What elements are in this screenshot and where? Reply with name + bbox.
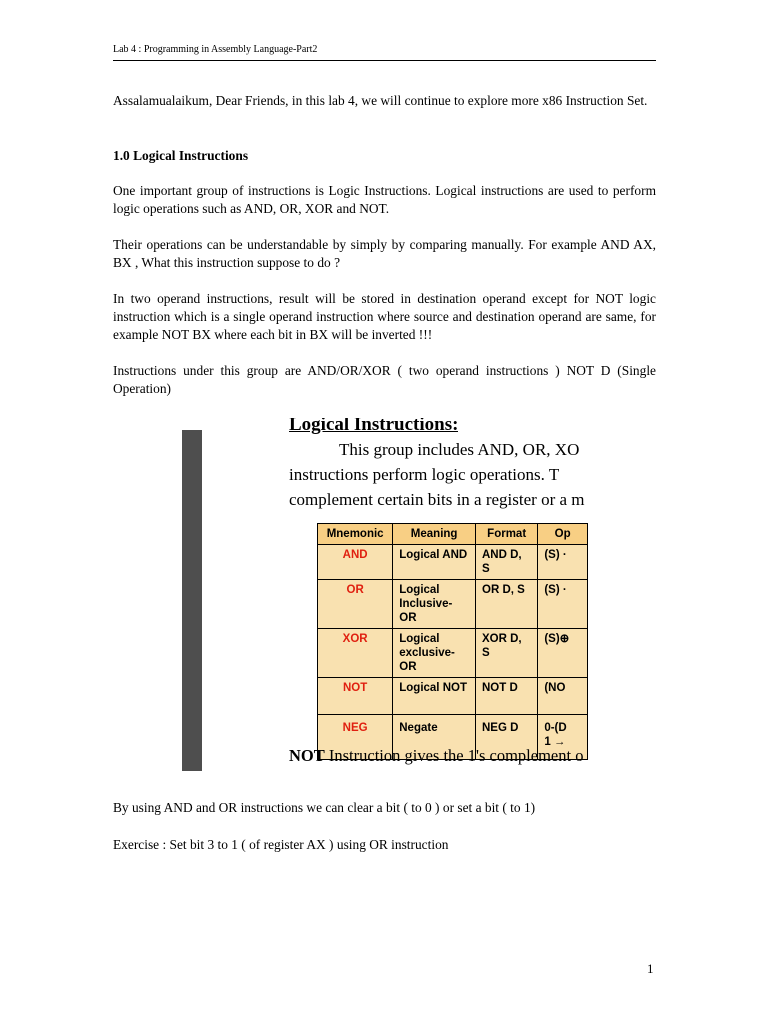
slide-bottom-text: [289, 746, 583, 766]
slide-title: Logical Instructions:: [289, 418, 459, 435]
slide-bottom-rest: Instruction gives the 1's complement o: [324, 746, 584, 765]
paragraph-1: One important group of instructions is Logic Instructions. Logical instructions are used to perform logic operations such as AND, OR, XOR and NOT.: [113, 183, 656, 216]
slide-side-bar: [182, 430, 202, 771]
table-header-cell: Mnemonic: [318, 524, 393, 545]
slide-bottom-bold: NOT: [289, 746, 325, 765]
slide-line-1: This group includes AND, OR, XO: [339, 440, 580, 459]
table-header-cell: Format: [476, 524, 538, 545]
slide-line-3: complement certain bits in a register or a m: [289, 490, 585, 509]
page-number: 1: [647, 961, 654, 976]
paragraph-3: In two operand instructions, result will be stored in destination operand except for NOT logic instruction which is a single operand instruction where source and destination operand are same, for example NOT BX where each bit in BX will be inverted !!!: [113, 291, 656, 342]
format-cell: OR D, S: [476, 580, 538, 629]
meaning-cell: Logical NOT: [393, 678, 476, 715]
table-header-cell: Op: [538, 524, 588, 545]
paragraph-5: By using AND and OR instructions we can clear a bit ( to 0 ) or set a bit ( to 1): [113, 800, 536, 815]
format-cell: NEG D: [476, 715, 538, 760]
table-row: [318, 678, 588, 715]
mnemonic-cell: XOR: [318, 629, 393, 678]
format-cell: XOR D, S: [476, 629, 538, 678]
operation-cell: 0-(D 1 →: [538, 715, 588, 760]
mnemonic-cell: NEG: [318, 715, 393, 760]
meaning-cell: Negate: [393, 715, 476, 760]
table-row: [318, 545, 588, 580]
table-row: [318, 580, 588, 629]
instruction-table: [317, 523, 588, 760]
table-header-row: [318, 524, 588, 545]
meaning-cell: Logical exclusive-OR: [393, 629, 476, 678]
exercise-paragraph: Exercise : Set bit 3 to 1 ( of register AX ) using OR instruction: [113, 837, 449, 852]
paragraph-4: Instructions under this group are AND/OR/XOR ( two operand instructions ) NOT D (Single Operation): [113, 363, 656, 396]
header-title: Lab 4 : Programming in Assembly Language-Part2: [113, 44, 318, 55]
intro-paragraph: Assalamualaikum, Dear Friends, in this lab 4, we will continue to explore more x86 Instruction Set.: [113, 93, 648, 108]
operation-cell: (S)⊕: [538, 629, 588, 678]
format-cell: AND D, S: [476, 545, 538, 580]
operation-cell: (NO: [538, 678, 588, 715]
table-header-cell: Meaning: [393, 524, 476, 545]
mnemonic-cell: NOT: [318, 678, 393, 715]
table-row: [318, 629, 588, 678]
mnemonic-cell: AND: [318, 545, 393, 580]
meaning-cell: Logical Inclusive-OR: [393, 580, 476, 629]
meaning-cell: Logical AND: [393, 545, 476, 580]
format-cell: NOT D: [476, 678, 538, 715]
slide-line-2: instructions perform logic operations. T: [289, 465, 560, 484]
mnemonic-cell: OR: [318, 580, 393, 629]
operation-cell: (S) ·: [538, 545, 588, 580]
slide-image: [182, 418, 588, 771]
section-heading: 1.0 Logical Instructions: [113, 148, 249, 163]
paragraph-2: Their operations can be understandable by simply by comparing manually. For example AND AX, BX , What this instruction suppose to do ?: [113, 237, 656, 270]
operation-cell: (S) ·: [538, 580, 588, 629]
header-rule: [113, 60, 656, 61]
